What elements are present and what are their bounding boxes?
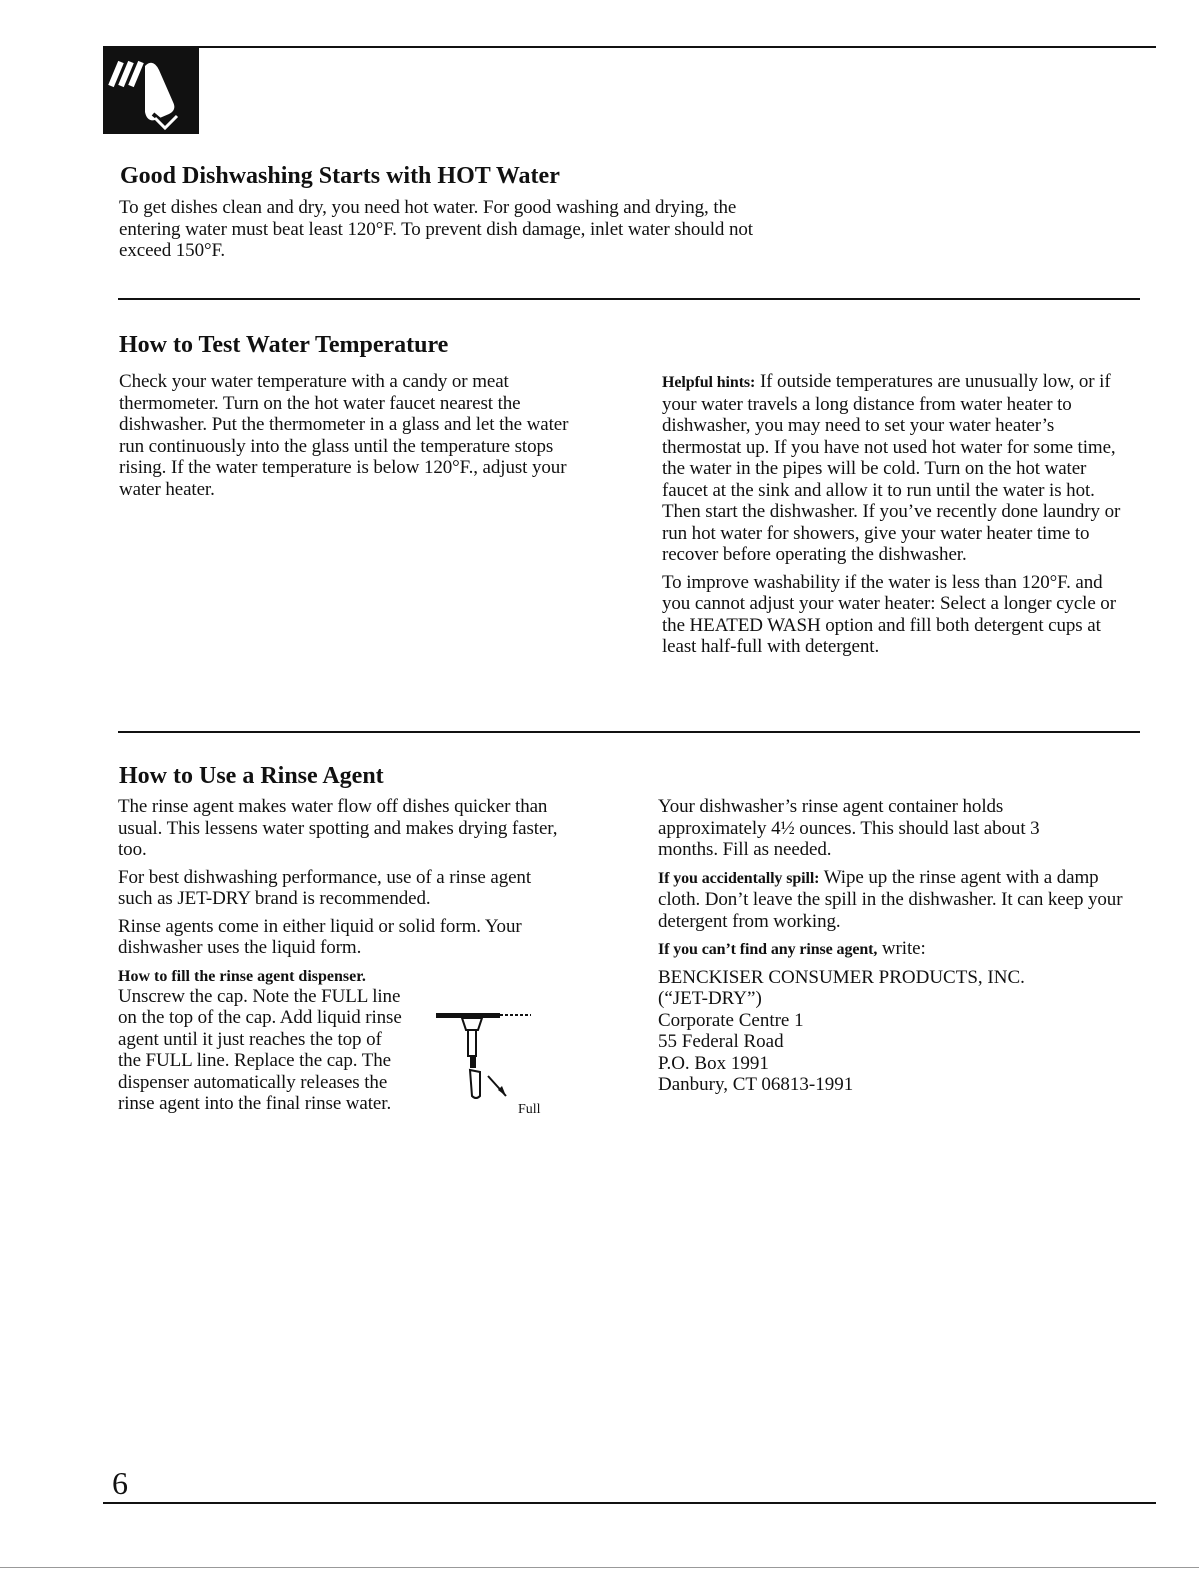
bottom-rule — [103, 1502, 1156, 1504]
divider — [118, 298, 1140, 300]
improve-washability-paragraph: To improve washability if the water is less than 120°F. and you cannot adjust your water heater: Select a longer cycle or the HEATED WASH option and fill both detergent cups at least half-full with detergent. — [662, 571, 1116, 657]
address-line: Danbury, CT 06813-1991 — [658, 1074, 854, 1095]
spill-text: Wipe up the rinse agent with a damp cloth. Don’t leave the spill in the dishwasher. It can keep your detergent from working. — [658, 866, 1123, 932]
test-temp-body: Check your water temperature with a candy or meat thermometer. Turn on the hot water faucet nearest the dishwasher. Put the thermometer in a glass and let the water run continuously into the glass until the temperature stops rising. If the water temperature is below 120°F., adjust your water heater. — [119, 371, 569, 500]
spill-paragraph — [658, 867, 1128, 933]
fill-dispenser-lead: How to fill the rinse agent dispenser. — [118, 967, 366, 985]
rinse-p1: The rinse agent makes water flow off dishes quicker than usual. This lessens water spotting and makes drying faster, too. — [118, 796, 558, 860]
find-agent-lead: If you can’t find any rinse agent, — [658, 941, 878, 958]
section-rinse-agent-title: How to Use a Rinse Agent — [119, 763, 384, 789]
hot-water-body: To get dishes clean and dry, you need hot water. For good washing and drying, the entering water must beat least 120°F. To prevent dish damage, inlet water should not exceed 150°F. — [119, 197, 753, 261]
divider — [118, 731, 1140, 733]
spill-lead: If you accidentally spill: — [658, 869, 820, 887]
section-test-temp-title: How to Test Water Temperature — [119, 332, 449, 358]
address-line: BENCKISER CONSUMER PRODUCTS, INC. — [658, 966, 1025, 988]
find-agent-text: write: — [877, 938, 926, 959]
scan-edge-rule — [0, 1567, 1199, 1568]
find-agent-paragraph — [658, 938, 1128, 961]
address-line: P.O. Box 1991 — [658, 1052, 769, 1074]
hand-logo-icon — [103, 48, 199, 134]
rinse-p2: For best dishwashing performance, use of a rinse agent such as JET-DRY brand is recommended. — [118, 866, 532, 909]
section-hot-water-title: Good Dishwashing Starts with HOT Water — [120, 163, 560, 189]
address-line: (“JET-DRY”) — [658, 988, 762, 1009]
page-number: 6 — [112, 1465, 128, 1501]
helpful-hints-text: If outside temperatures are unusually low, or if your water travels a long distance from water heater to dishwasher, you may need to set your water heater’s thermostat up. If you have not used hot water for some time, the water in the pipes will be cold. Turn on the hot water faucet at the sink and allow it to run until the water is hot. Then start the dishwasher. If you’ve recently done laundry or run hot water for showers, give your water heater time to recover before operating the dishwasher. — [662, 371, 1121, 565]
manufacturer-address — [658, 967, 1128, 1096]
helpful-hints-block — [662, 371, 1127, 664]
fill-dispenser-text: Unscrew the cap. Note the FULL line on the top of the cap. Add liquid rinse agent until it just reaches the top of the FULL line. Replace the cap. The dispenser automatically releases the rinse agent into the final rinse water. — [118, 985, 402, 1114]
helpful-hints-lead: Helpful hints: — [662, 374, 756, 391]
full-label: Full — [518, 1102, 541, 1117]
rinse-p3: Rinse agents come in either liquid or solid form. Your dishwasher uses the liquid form. — [118, 915, 522, 958]
rinse-cap-illustration — [436, 1010, 548, 1130]
address-line: 55 Federal Road — [658, 1031, 784, 1052]
helpful-hints-paragraph — [662, 371, 1127, 566]
rinse-right-column — [658, 796, 1128, 1096]
address-line: Corporate Centre 1 — [658, 1009, 804, 1031]
rinse-container-paragraph: Your dishwasher’s rinse agent container holds approximately 4½ ounces. This should last about 3 months. Fill as needed. — [658, 796, 1040, 860]
top-rule — [103, 46, 1156, 48]
